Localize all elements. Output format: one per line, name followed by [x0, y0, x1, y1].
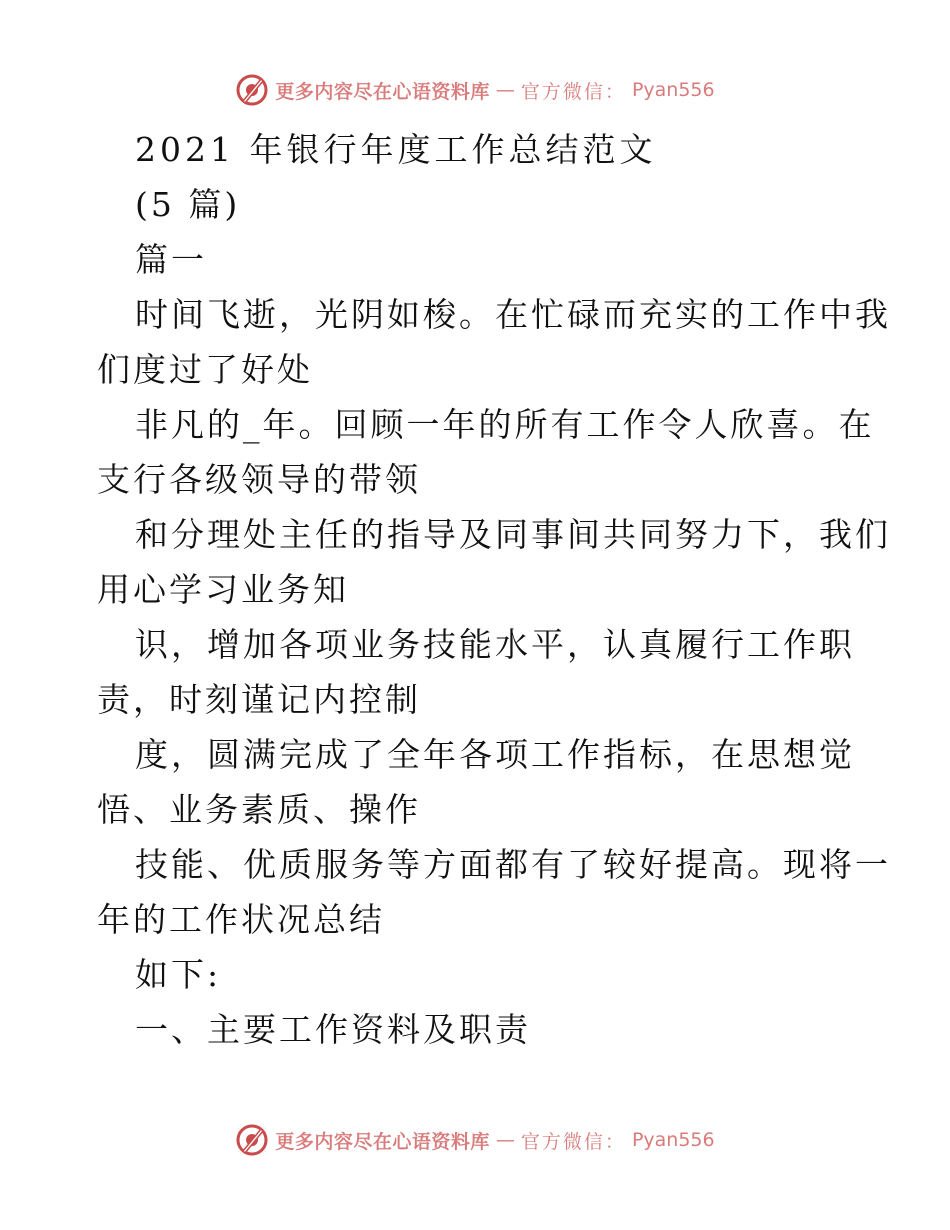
paragraph-line: 支行各级领导的带领: [97, 460, 421, 499]
paragraph-line: 度，圆满完成了全年各项工作指标，在思想觉: [135, 735, 855, 774]
quill-logo-icon: [235, 73, 269, 107]
watermark-wechat-id: Pyan556: [631, 1129, 715, 1151]
header-watermark: [0, 70, 950, 110]
paragraph-line: 如下:: [135, 955, 222, 994]
footer-watermark: [0, 1120, 950, 1160]
paragraph-line: 非凡的_年。回顾一年的所有工作令人欣喜。在: [135, 405, 875, 444]
document-body: [97, 122, 891, 1057]
paragraph-line: 们度过了好处: [97, 350, 313, 389]
paragraph-line: 年的工作状况总结: [97, 900, 385, 939]
watermark-site-text: 更多内容尽在心语资料库: [275, 80, 490, 103]
watermark-dash: —: [495, 1129, 515, 1151]
quill-logo-icon: [235, 1123, 269, 1157]
watermark-wechat-label: 官方微信：: [520, 80, 626, 103]
watermark-dash: —: [495, 79, 515, 101]
paragraph-line: 和分理处主任的指导及同事间共同努力下，我们: [135, 515, 891, 554]
watermark-wechat-id: Pyan556: [631, 79, 715, 101]
paragraph-line: 时间飞逝，光阴如梭。在忙碌而充实的工作中我: [135, 295, 891, 334]
subsection-heading: 一、主要工作资料及职责: [135, 1010, 531, 1049]
section-heading: 篇一: [135, 240, 207, 279]
watermark-site-text: 更多内容尽在心语资料库: [275, 1130, 490, 1153]
paragraph-line: 悟、业务素质、操作: [97, 790, 421, 829]
document-title-line-1: 2021 年银行年度工作总结范文: [135, 130, 657, 169]
watermark-wechat-label: 官方微信：: [520, 1130, 626, 1153]
paragraph-line: 技能、优质服务等方面都有了较好提高。现将一: [135, 845, 891, 884]
paragraph-line: 责，时刻谨记内控制: [97, 680, 421, 719]
paragraph-line: 识，增加各项业务技能水平，认真履行工作职: [135, 625, 855, 664]
paragraph-line: 用心学习业务知: [97, 570, 349, 609]
document-title-line-2: (5 篇): [135, 185, 241, 224]
